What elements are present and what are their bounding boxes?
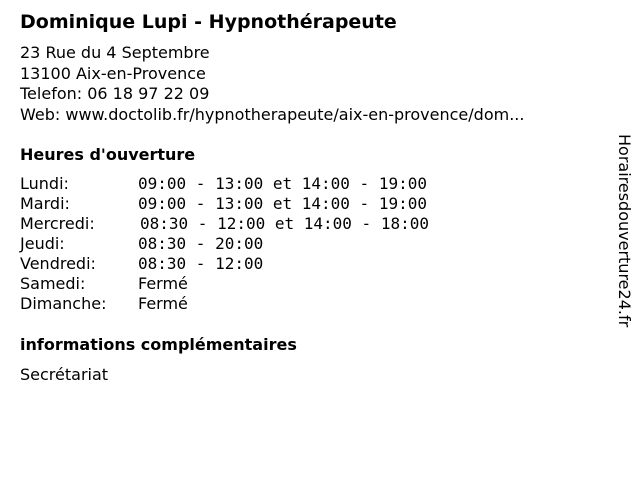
time-value: Fermé: [138, 274, 188, 293]
time-value: 09:00 - 13:00 et 14:00 - 19:00: [138, 194, 427, 213]
page-title: Dominique Lupi - Hypnothérapeute: [20, 11, 397, 33]
day-label: Mardi:: [20, 194, 70, 213]
address-street: 23 Rue du 4 Septembre: [20, 43, 210, 62]
time-value: 08:30 - 12:00 et 14:00 - 18:00: [140, 214, 429, 233]
day-label: Jeudi:: [20, 234, 65, 253]
time-value: Fermé: [138, 294, 188, 313]
day-label: Dimanche:: [20, 294, 107, 313]
time-value: 08:30 - 20:00: [138, 234, 264, 253]
website-link[interactable]: Web: www.doctolib.fr/hypnotherapeute/aix-en-provence/dom...: [20, 104, 525, 124]
time-value: 08:30 - 12:00: [138, 254, 264, 273]
phone-number[interactable]: Telefon: 06 18 97 22 09: [20, 84, 210, 103]
day-label: Samedi:: [20, 274, 86, 293]
address-city: 13100 Aix-en-Provence: [20, 63, 206, 83]
day-label: Mercredi:: [20, 214, 95, 233]
site-watermark: Horairesdouverture24.fr: [615, 134, 634, 328]
additional-info-text: Secrétariat: [20, 365, 109, 384]
contact-block: [20, 43, 524, 125]
additional-info-heading: informations complémentaires: [20, 335, 297, 354]
day-label: Vendredi:: [20, 254, 96, 273]
opening-hours-heading: Heures d'ouverture: [20, 145, 196, 164]
day-label: Lundi:: [20, 174, 69, 193]
time-value: 09:00 - 13:00 et 14:00 - 19:00: [138, 174, 427, 193]
